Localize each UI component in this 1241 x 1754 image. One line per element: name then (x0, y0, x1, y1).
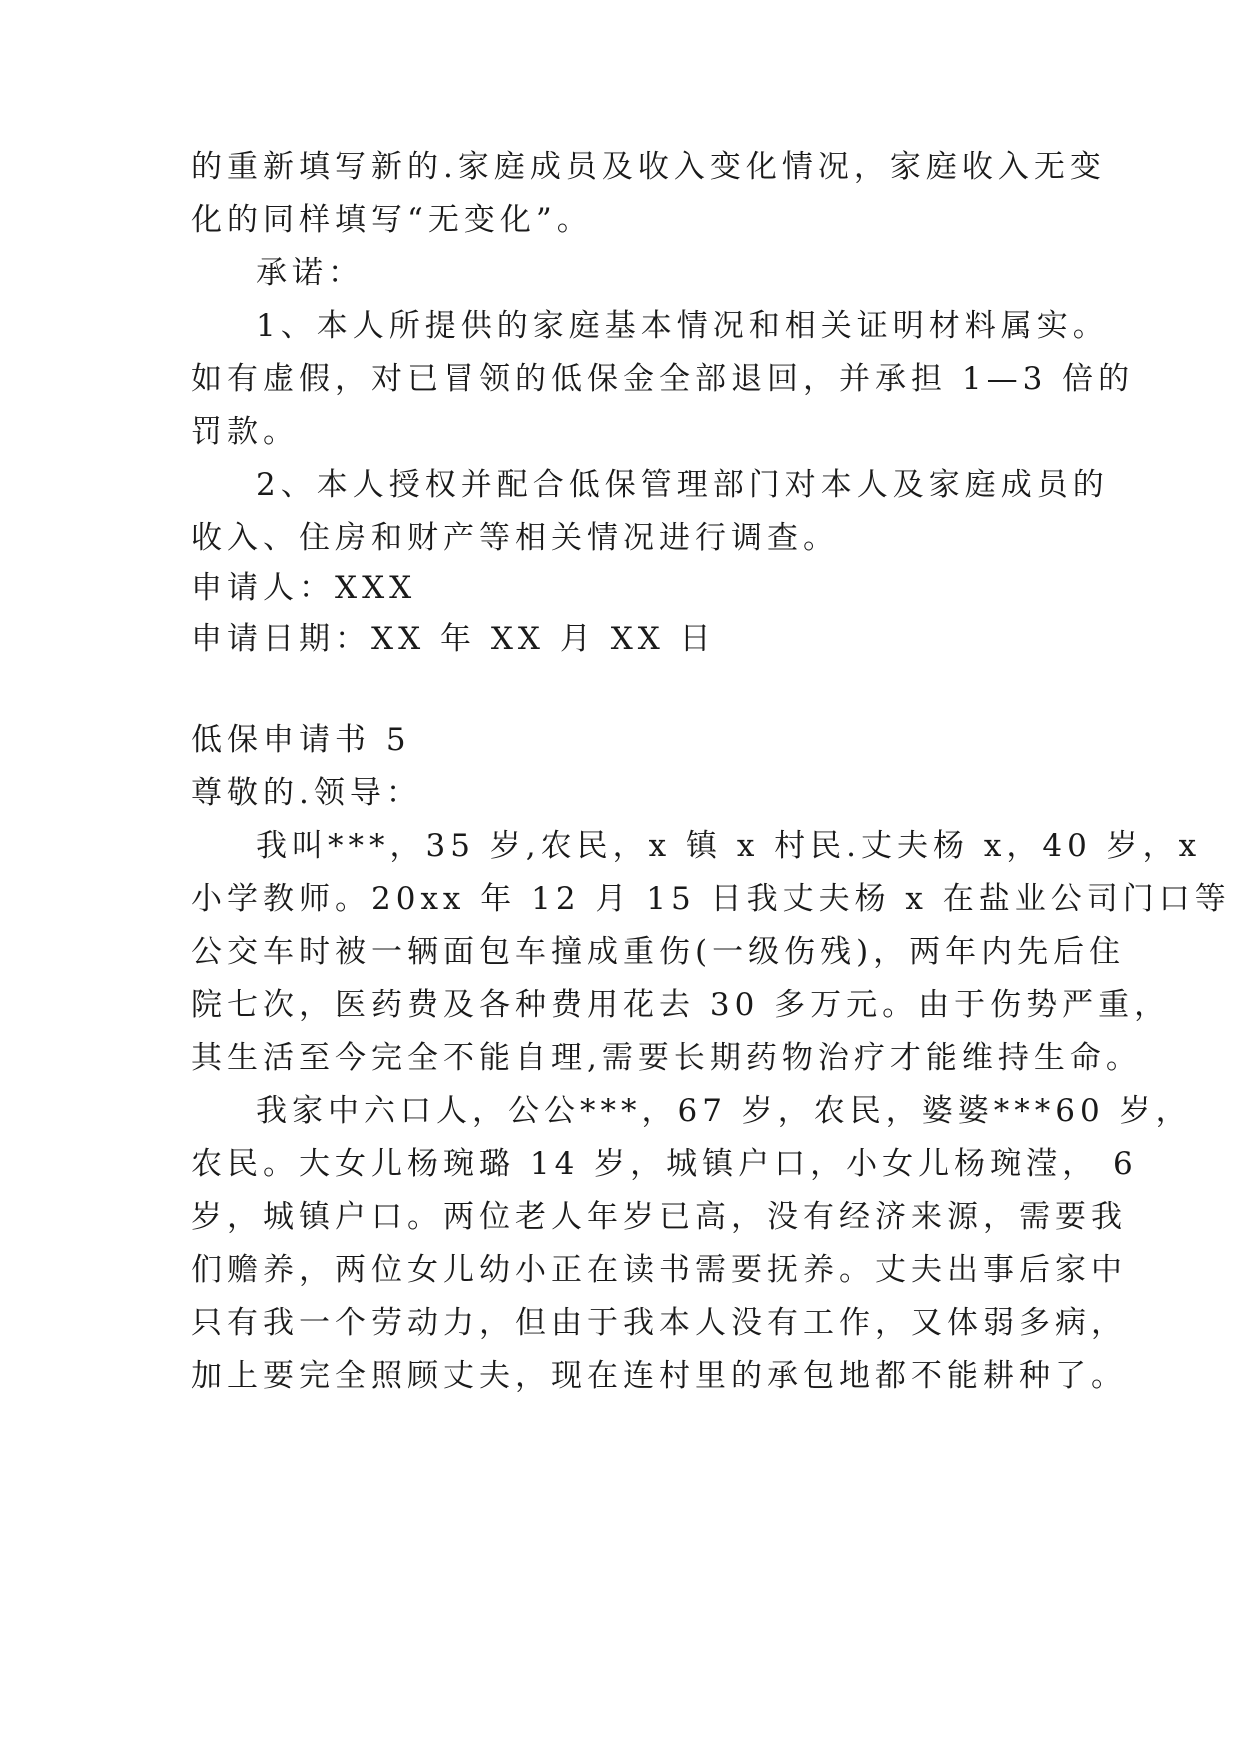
pledge-item-2: 2、本人授权并配合低保管理部门对本人及家庭成员的 (256, 467, 1109, 503)
paragraph-2-line: 农民。大女儿杨琬璐 14 岁，城镇户口，小女儿杨琬滢， 6 (191, 1146, 1138, 1182)
paragraph-1-line: 院七次，医药费及各种费用花去 30 多万元。由于伤势严重， (191, 987, 1171, 1023)
paragraph-1-line: 其生活至今完全不能自理,需要长期药物治疗才能维持生命。 (191, 1040, 1142, 1076)
paragraph-2-line: 们赡养，两位女儿幼小正在读书需要抚养。丈夫出事后家中 (191, 1252, 1127, 1288)
text-line: 化的同样填写“无变化”。 (191, 202, 593, 238)
text-line: 罚款。 (191, 414, 299, 450)
application-date: 申请日期：XX 年 XX 月 XX 日 (191, 621, 716, 657)
text-line: 的重新填写新的.家庭成员及收入变化情况，家庭收入无变 (191, 149, 1106, 185)
pledge-heading: 承诺： (256, 255, 364, 291)
text-line: 如有虚假，对已冒领的低保金全部退回，并承担 1—3 倍的 (191, 361, 1135, 397)
section-title: 低保申请书 5 (191, 722, 411, 758)
paragraph-2-line: 加上要完全照顾丈夫，现在连村里的承包地都不能耕种了。 (191, 1358, 1127, 1394)
paragraph-2-line: 岁，城镇户口。两位老人年岁已高，没有经济来源，需要我 (191, 1199, 1127, 1235)
salutation: 尊敬的.领导： (191, 775, 422, 811)
paragraph-1-line: 我叫***，35 岁,农民，x 镇 x 村民.丈夫杨 x，40 岁，x (256, 828, 1202, 864)
applicant-line: 申请人：XXX (191, 570, 417, 606)
pledge-item-1: 1、本人所提供的家庭基本情况和相关证明材料属实。 (256, 308, 1109, 344)
text-line: 收入、住房和财产等相关情况进行调查。 (191, 520, 839, 556)
paragraph-1-line: 公交车时被一辆面包车撞成重伤(一级伤残)，两年内先后住 (191, 934, 1126, 970)
paragraph-2-line: 我家中六口人，公公***，67 岁，农民，婆婆***60 岁， (256, 1093, 1192, 1129)
paragraph-1-line: 小学教师。20xx 年 12 月 15 日我丈夫杨 x 在盐业公司门口等 (191, 881, 1231, 917)
paragraph-2-line: 只有我一个劳动力，但由于我本人没有工作，又体弱多病， (191, 1305, 1127, 1341)
